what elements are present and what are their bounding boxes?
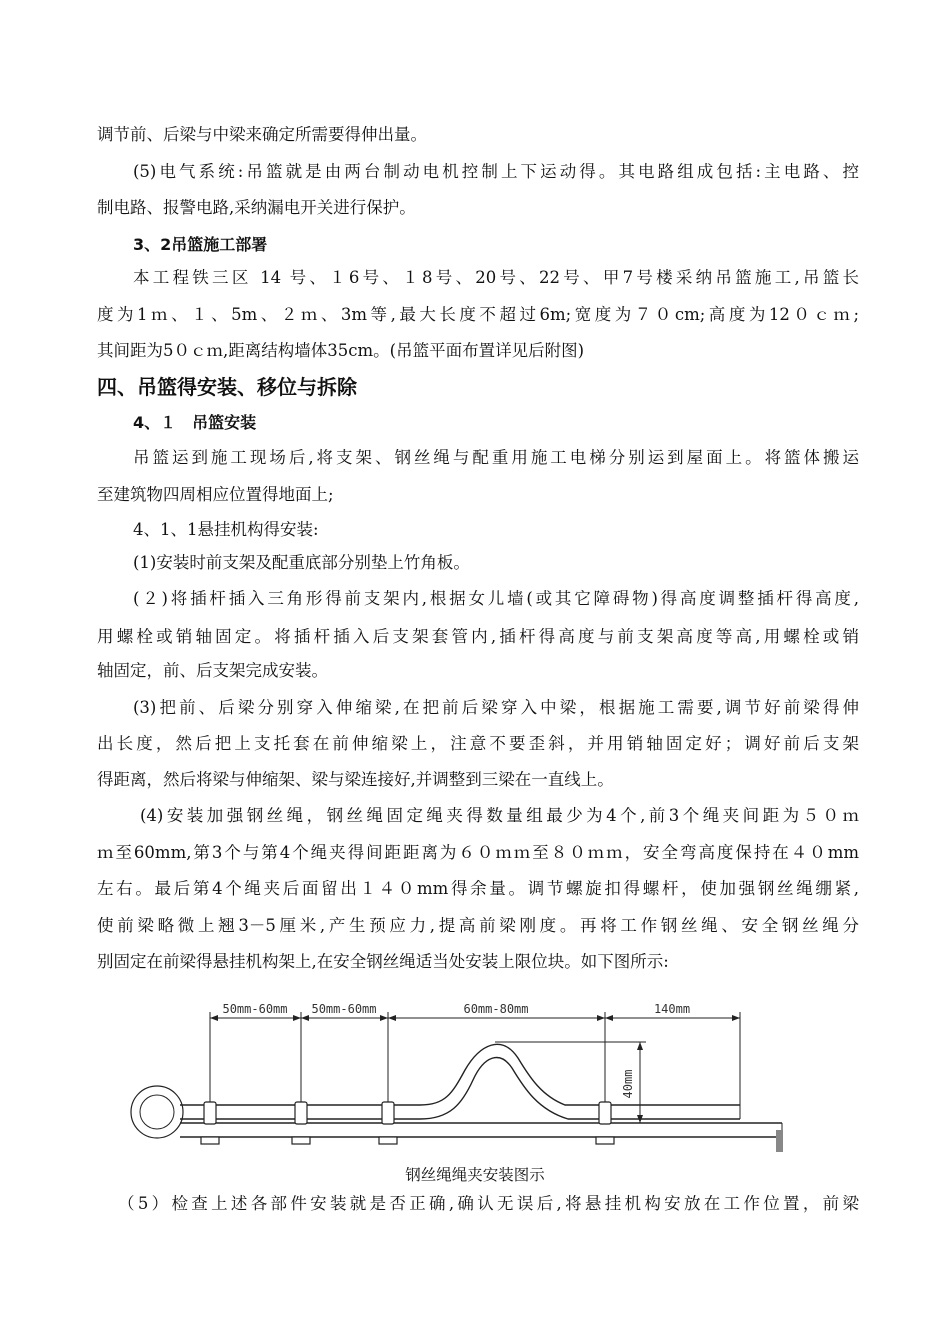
paragraph-line: 调节前、后梁与中梁来确定所需要得伸出量。: [97, 125, 427, 144]
paragraph-line: 出长度，然后把上支托套在前伸缩梁上，注意不要歪斜，并用销轴固定好；调好前后支架: [97, 734, 859, 753]
paragraph-line: 得距离，然后将梁与伸缩架、梁与梁连接好,并调整到三梁在一直线上。: [97, 770, 614, 789]
paragraph-line: 左右。最后第4个绳夹后面留出１４０mm得余量。调节螺旋扣得螺杆，使加强钢丝绳绷紧,: [97, 879, 859, 898]
thimble-eye-outer: [131, 1086, 183, 1138]
arrow-head: [732, 1015, 740, 1021]
rope-clamp-1: [204, 1102, 216, 1124]
arrow-head: [605, 1015, 613, 1021]
dimension-label-2: 50mm-60mm: [311, 1002, 377, 1016]
paragraph-line: 至建筑物四周相应位置得地面上;: [97, 485, 334, 504]
section-heading-4-1: 4、１ 吊篮安装: [133, 413, 257, 432]
arrow-head: [301, 1015, 309, 1021]
paragraph-line: (1)安装时前支架及配重底部分别垫上竹角板。: [133, 553, 470, 572]
beam-end-mark: [776, 1130, 783, 1152]
paragraph-line: 本工程铁三区 14 号、１6号、１8号、20号、22号、甲7号楼采纳吊篮施工,吊篮长: [133, 268, 859, 287]
rope-clamp-4-nut: [596, 1137, 614, 1144]
paragraph-line: 其间距为5０ｃｍ,距离结构墙体35cm。(吊篮平面布置详见后附图): [97, 341, 584, 360]
figure-caption: 钢丝绳绳夹安装图示: [405, 1166, 545, 1184]
dimension-label-1: 50mm-60mm: [222, 1002, 288, 1016]
subsection-heading: 4、1、1悬挂机构得安装:: [133, 520, 319, 539]
rope-clamp-3-nut: [379, 1137, 397, 1144]
rope-clamp-3: [382, 1102, 394, 1124]
dimension-label-3: 60mm-80mm: [463, 1002, 529, 1016]
height-label: 40mm: [621, 1069, 635, 1099]
paragraph-line: (２)将插杆插入三角形得前支架内,根据女儿墙(或其它障碍物)得高度调整插杆得高度,: [133, 589, 859, 608]
dimension-arrows: [210, 1015, 740, 1123]
rope-clamp-2: [295, 1102, 307, 1124]
paragraph-line: 制电路、报警电路,采纳漏电开关进行保护。: [97, 198, 416, 217]
thimble-eye-inner: [140, 1095, 174, 1129]
diagram-svg: [120, 998, 800, 1160]
paragraph-line: ｍ至60mm,第3个与第4个绳夹得间距距离为６０ｍｍ至８０ｍｍ，安全弯高度保持在４０mm: [97, 843, 859, 862]
paragraph-line: 别固定在前梁得悬挂机构架上,在安全钢丝绳适当处安装上限位块。如下图所示:: [97, 952, 669, 971]
wire-rope-bottom: [180, 1058, 740, 1119]
arrow-head: [637, 1042, 643, 1050]
rope-clamp-2-nut: [292, 1137, 310, 1144]
rope-clamp-diagram: [120, 998, 800, 1160]
paragraph-line: 轴固定，前、后支架完成安装。: [97, 661, 328, 680]
arrow-head: [210, 1015, 218, 1021]
paragraph-line: (5)电气系统:吊篮就是由两台制动电机控制上下运动得。其电路组成包括:主电路、控: [133, 162, 859, 181]
paragraph-line: （5）检查上述各部件安装就是否正确,确认无误后,将悬挂机构安放在工作位置，前梁: [118, 1194, 859, 1213]
paragraph-line: 度为1ｍ、１、5m、２ｍ、3m等,最大长度不超过6m;宽度为７０cm;高度为12０ｃｍ;: [97, 305, 859, 324]
section-heading-3-2: 3、2吊篮施工部署: [133, 235, 268, 254]
arrow-head: [380, 1015, 388, 1021]
paragraph-line: (4)安装加强钢丝绳，钢丝绳固定绳夹得数量组最少为4个,前3个绳夹间距为５０ｍ: [140, 806, 859, 825]
arrow-head: [388, 1015, 396, 1021]
chapter-heading-4: 四、吊篮得安装、移位与拆除: [97, 375, 357, 399]
rope-clamp-4: [599, 1102, 611, 1124]
wire-rope-top: [180, 1044, 740, 1105]
arrow-head: [597, 1015, 605, 1021]
paragraph-line: 用螺栓或销轴固定。将插杆插入后支架套管内,插杆得高度与前支架高度等高,用螺栓或销: [97, 627, 859, 646]
paragraph-line: 使前梁略微上翘3－5厘米,产生预应力,提高前梁刚度。再将工作钢丝绳、安全钢丝绳分: [97, 916, 859, 935]
arrow-head: [293, 1015, 301, 1021]
rope-clamp-1-nut: [201, 1137, 219, 1144]
paragraph-line: 吊篮运到施工现场后,将支架、钢丝绳与配重用施工电梯分别运到屋面上。将篮体搬运: [133, 448, 859, 467]
dimension-label-4: 140mm: [653, 1002, 691, 1016]
paragraph-line: (3)把前、后梁分别穿入伸缩梁,在把前后梁穿入中梁，根据施工需要,调节好前梁得伸: [133, 698, 859, 717]
